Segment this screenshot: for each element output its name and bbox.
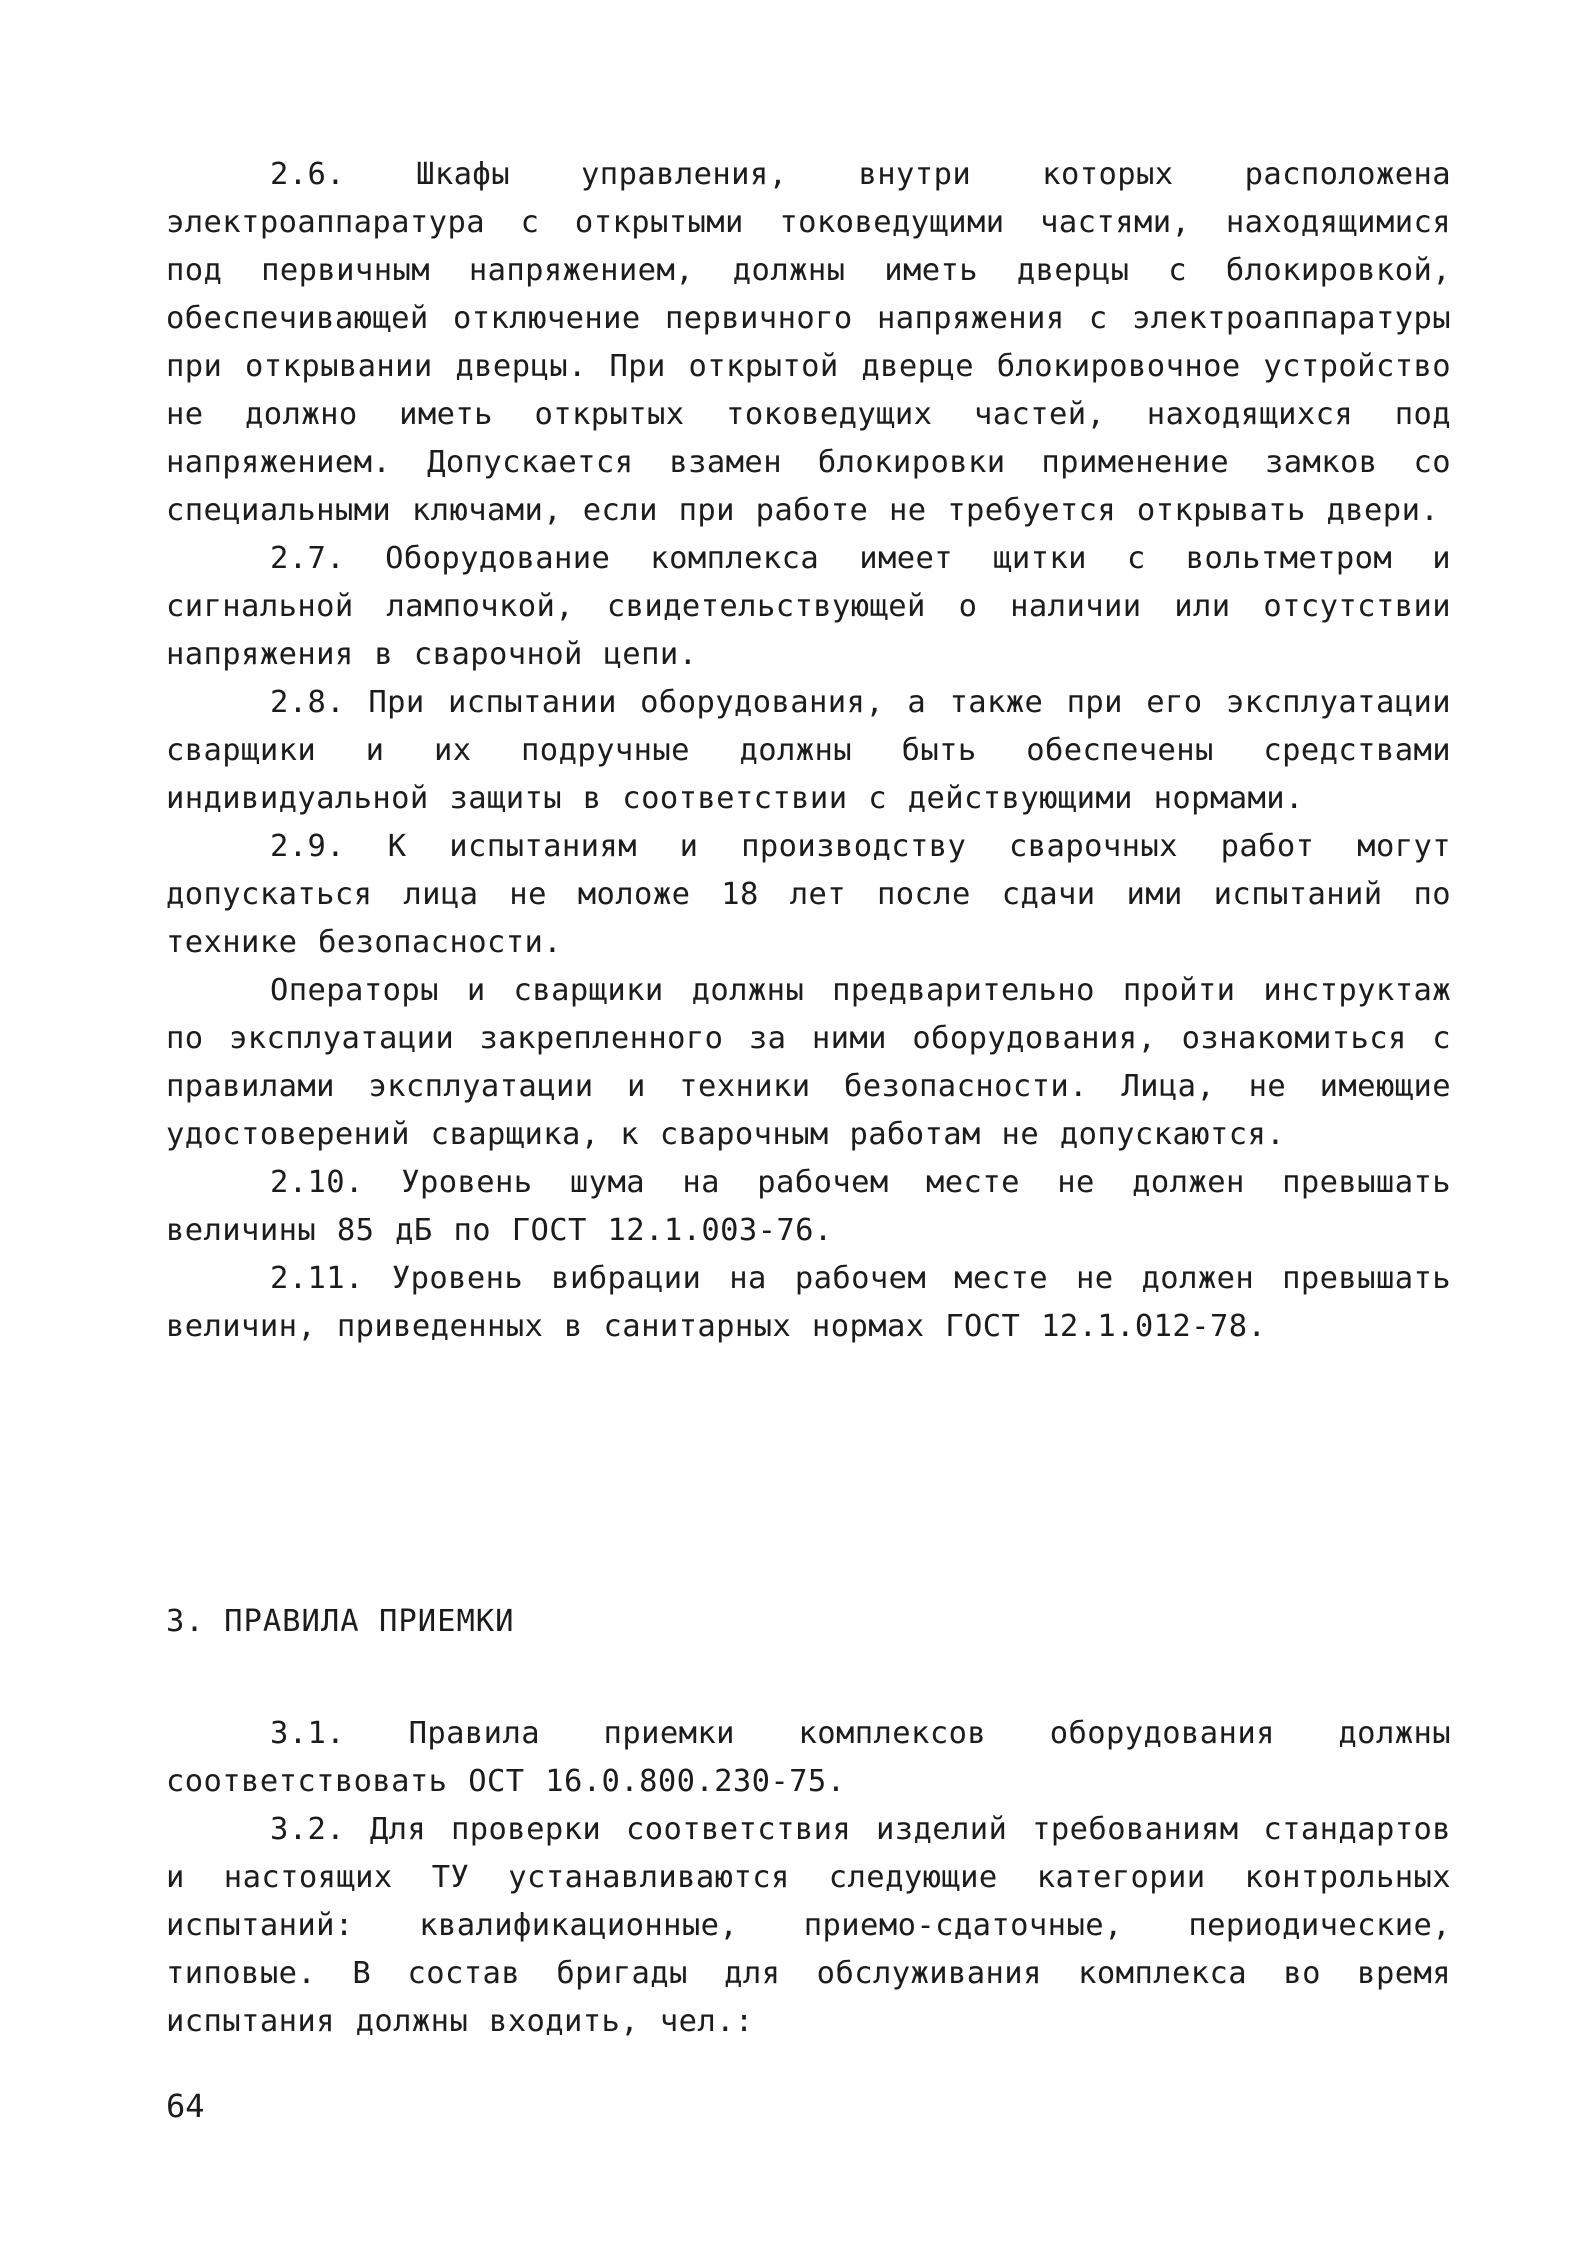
paragraph-2-6: 2.6. Шкафы управления, внутри которых расположена электроаппаратура с открытыми токоведущими частями, находящимися под первичным напряжением, должны иметь дверцы с блокировкой, обеспечивающей отключение первичного напряжения с электроаппаратуры при открывании дверцы. При открытой дверце блокировочное устройство не должно иметь открытых токоведущих частей, находящихся под напряжением. Допускается взамен блокировки применение замков со специальными ключами, если при работе не требуется открывать двери. xyxy=(166,157,1451,528)
section-3-text xyxy=(166,1710,1451,2046)
paragraph-2-11: 2.11. Уровень вибрации на рабочем месте не должен превышать величин, приведенных в санитарных нормах ГОСТ 12.1.012-78. xyxy=(166,1261,1451,1344)
section-3-heading: 3. ПРАВИЛА ПРИЕМКИ xyxy=(166,1604,515,1639)
page-number: 64 xyxy=(166,2087,205,2125)
paragraph-2-7: 2.7. Оборудование комплекса имеет щитки с вольтметром и сигнальной лампочкой, свидетельствующей о наличии или отсутствии напряжения в сварочной цепи. xyxy=(166,541,1451,672)
paragraph-3-2: 3.2. Для проверки соответствия изделий требованиям стандартов и настоящих ТУ устанавливаются следующие категории контрольных испытаний: квалификационные, приемо-сдаточные, периодические, типовые. В состав бригады для обслуживания комплекса во время испытания должны входить, чел.: xyxy=(166,1812,1451,2039)
paragraph-2-9: 2.9. К испытаниям и производству сварочных работ могут допускаться лица не моложе 18 лет после сдачи ими испытаний по технике безопасности. xyxy=(166,829,1451,960)
paragraph-2-9-operators: Операторы и сварщики должны предварительно пройти инструктаж по эксплуатации закрепленного за ними оборудования, ознакомиться с правилами эксплуатации и техники безопасности. Лица, не имеющие удостоверений сварщика, к сварочным работам не допускаются. xyxy=(166,973,1451,1152)
paragraph-2-10: 2.10. Уровень шума на рабочем месте не должен превышать величины 85 дБ по ГОСТ 12.1.003-76. xyxy=(166,1165,1451,1248)
paragraph-3-1: 3.1. Правила приемки комплексов оборудования должны соответствовать ОСТ 16.0.800.230-75. xyxy=(166,1716,1451,1799)
paragraph-2-8: 2.8. При испытании оборудования, а также при его эксплуатации сварщики и их подручные должны быть обеспечены средствами индивидуальной защиты в соответствии с действующими нормами. xyxy=(166,685,1451,816)
section-2-text xyxy=(166,151,1451,1351)
